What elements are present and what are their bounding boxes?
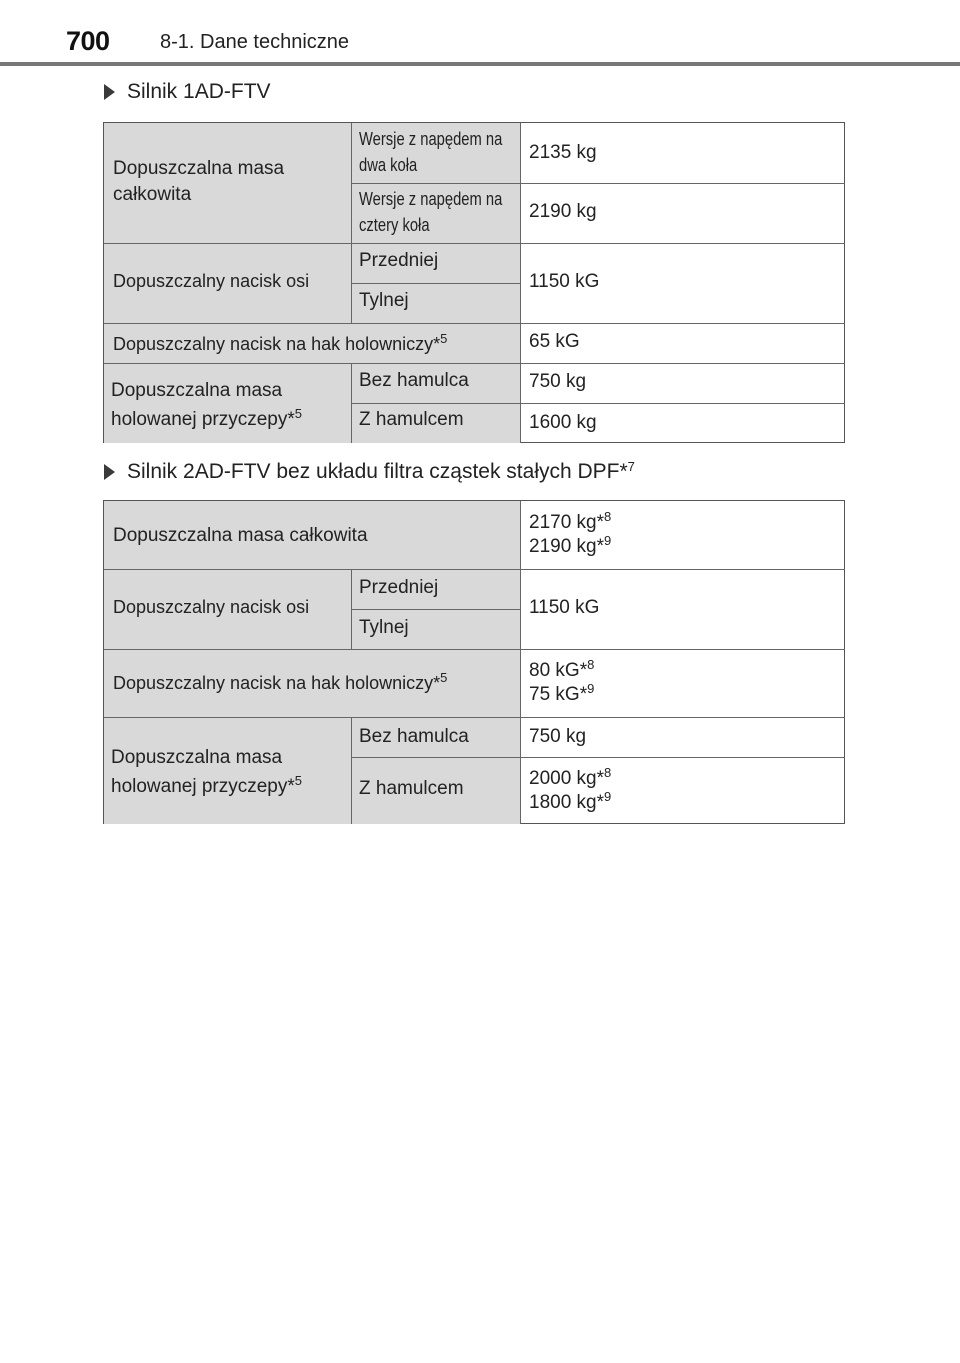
gross-mass-label: Dopuszczalna masa całkowita <box>104 123 351 243</box>
page-number: 700 <box>66 26 110 56</box>
engine1-heading-text: Silnik 1AD-FTV <box>127 80 271 103</box>
hitch-label: Dopuszczalny nacisk na hak holowniczy*$^5$ <box>104 323 520 363</box>
no-brake-label: Bez hamulca <box>351 717 520 757</box>
rear-axle-label: Tylnej <box>351 283 520 323</box>
grid-line <box>351 183 845 184</box>
no-brake-value: 750 kg <box>529 371 587 392</box>
four-wd-value: 2190 kg <box>529 201 597 222</box>
axle-value: 1150 kG <box>529 271 600 292</box>
brake-label: Z hamulcem <box>351 757 520 824</box>
four-wd-label: Wersje z napędem na cztery koła <box>351 183 520 243</box>
page-header <box>0 0 960 64</box>
no-brake-value: 750 kg <box>529 726 587 747</box>
spec-table-1 <box>103 122 845 443</box>
spec-table-2 <box>103 500 845 824</box>
grid-line <box>104 717 845 718</box>
grid-line <box>351 123 352 323</box>
grid-line <box>351 717 352 824</box>
no-brake-label: Bez hamulca <box>351 363 520 403</box>
triangle-bullet-icon <box>104 84 115 100</box>
grid-line <box>104 649 845 650</box>
grid-line <box>351 283 520 284</box>
trailer-label: Dopuszczalna masa holowanej przyczepy*$^5$ <box>104 363 351 443</box>
grid-line <box>520 501 521 824</box>
section-title: 8-1. Dane techniczne <box>160 31 350 53</box>
trailer-label: Dopuszczalna masa holowanej przyczepy*$^5$ <box>104 717 351 824</box>
grid-line <box>351 363 352 443</box>
grid-line <box>351 569 352 649</box>
grid-line <box>104 569 845 570</box>
engine2-heading <box>104 460 635 484</box>
grid-line <box>520 123 521 443</box>
axle-value: 1150 kG <box>529 597 600 618</box>
gross-mass-value: 2170 kg*$^8$ 2190 kg*$^9$ <box>529 509 612 557</box>
front-axle-label: Przedniej <box>351 243 520 283</box>
grid-line <box>104 363 845 364</box>
engine1-heading <box>104 80 271 104</box>
two-wd-value: 2135 kg <box>529 142 597 163</box>
grid-line <box>351 609 520 610</box>
brake-value: 2000 kg*$^8$ 1800 kg*$^9$ <box>529 765 612 813</box>
engine2-heading-text: Silnik 2AD-FTV bez układu filtra cząstek stałych DPF*$^7$ <box>127 459 635 483</box>
grid-line <box>351 757 845 758</box>
hitch-value: 80 kG*$^8$ 75 kG*$^9$ <box>529 657 595 705</box>
grid-line <box>351 403 845 404</box>
triangle-bullet-icon <box>104 464 115 480</box>
grid-line <box>104 243 845 244</box>
two-wd-label: Wersje z napędem na dwa koła <box>351 123 520 183</box>
front-axle-label: Przedniej <box>351 569 520 609</box>
grid-line <box>104 323 845 324</box>
rear-axle-label: Tylnej <box>351 609 520 649</box>
axle-label: Dopuszczalny nacisk osi <box>104 569 351 649</box>
header-rule <box>0 62 960 66</box>
gross-mass-label: Dopuszczalna masa całkowita <box>104 501 520 569</box>
axle-label: Dopuszczalny nacisk osi <box>104 243 351 323</box>
brake-label: Z hamulcem <box>351 403 520 443</box>
brake-value: 1600 kg <box>529 412 597 433</box>
hitch-label: Dopuszczalny nacisk na hak holowniczy*$^5$ <box>104 649 520 717</box>
hitch-value: 65 kG <box>529 331 580 352</box>
